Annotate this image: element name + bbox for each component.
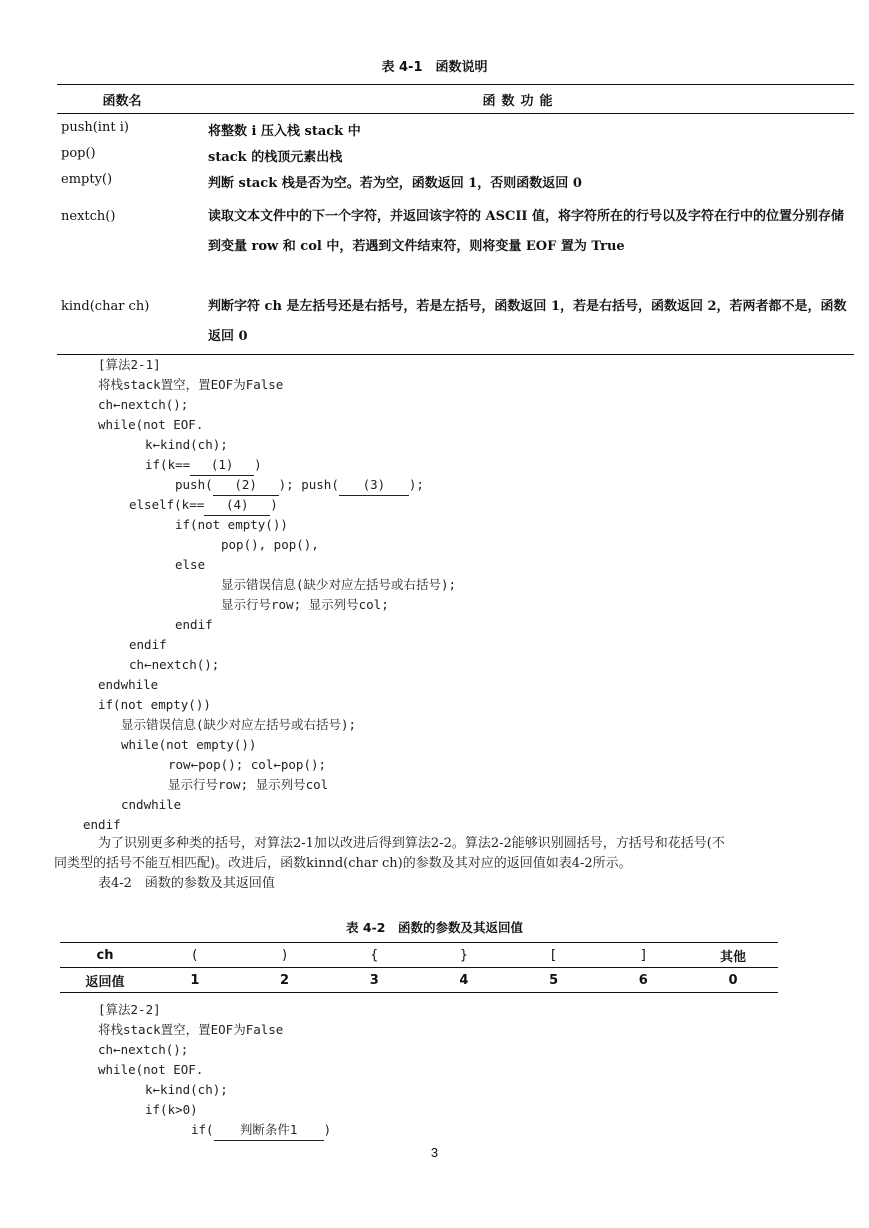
code-text: push(	[175, 477, 213, 492]
blank-condition-1: 判断条件1	[214, 1120, 324, 1141]
code-text: )	[323, 1122, 332, 1137]
code-line: ch←nextch();	[98, 1042, 189, 1057]
code-line: 将栈stack置空，置EOF为False	[98, 1022, 284, 1037]
table2-cell: }	[459, 947, 469, 963]
code-line	[129, 495, 278, 516]
paragraph-line: 同类型的括号不能互相匹配)。改进后，函数kinnd(char ch)的参数及其对应的返回值如表4-2所示。	[54, 856, 632, 871]
table2-cell: 5	[549, 972, 559, 988]
table2-cell: (	[192, 947, 198, 963]
code-line: 显示行号row; 显示列号col;	[221, 597, 389, 612]
code-line: endif	[83, 817, 121, 832]
page-number: 3	[430, 1145, 439, 1160]
code-text: )	[254, 457, 262, 472]
table2-cell: {	[370, 947, 379, 963]
table-row	[57, 202, 854, 292]
code-line: [算法2-1]	[98, 357, 161, 372]
function-name: push(int i)	[61, 120, 129, 135]
table1-title: 表 4-1 函数说明	[381, 60, 488, 75]
blank-3: (3)	[339, 475, 409, 496]
blank-2: (2)	[213, 475, 279, 496]
paragraph-line: 为了识别更多种类的括号，对算法2-1加以改进后得到算法2-2。算法2-2能够识别圆括号，方括号和花括号(不	[98, 836, 725, 851]
code-line: endwhile	[98, 677, 159, 692]
table2-cell: 2	[280, 972, 290, 988]
code-line: endif	[175, 617, 213, 632]
code-line: while(not EOF.	[98, 1062, 204, 1077]
code-line: 显示错误信息(缺少对应左括号或右括号);	[221, 577, 457, 592]
table1	[57, 84, 854, 355]
code-text: );	[408, 477, 424, 492]
table2-title: 表 4-2 函数的参数及其返回值	[346, 920, 523, 935]
table-row	[57, 120, 854, 146]
function-name: pop()	[61, 146, 96, 161]
function-name: kind(char ch)	[61, 299, 150, 314]
code-line	[175, 475, 424, 496]
code-line: k←kind(ch);	[145, 437, 228, 452]
function-name: nextch()	[61, 209, 116, 224]
code-text: )	[270, 497, 278, 512]
table2-row-head: 返回值	[85, 974, 125, 990]
code-line	[145, 455, 262, 476]
code-line: 将栈stack置空，置EOF为False	[98, 377, 284, 392]
code-line: while(not empty())	[121, 737, 257, 752]
code-text: if(k==	[145, 457, 191, 472]
code-line: ch←nextch();	[98, 397, 189, 412]
code-line: endif	[129, 637, 167, 652]
code-line: else	[175, 557, 206, 572]
blank-1: (1)	[190, 455, 254, 476]
table2-cell: 其他	[719, 949, 746, 965]
table-row	[57, 146, 854, 172]
table-row	[57, 172, 854, 202]
table2-cell: 6	[638, 972, 648, 988]
table2-cell: [	[551, 947, 557, 963]
code-line: ch←nextch();	[129, 657, 220, 672]
function-name: empty()	[61, 172, 113, 187]
code-line: if(not empty())	[175, 517, 288, 532]
code-line: 显示错误信息(缺少对应左括号或右括号);	[121, 717, 357, 732]
table1-header-function: 函数功能	[482, 93, 559, 109]
code-text: ); push(	[278, 477, 339, 492]
function-desc: 读取文本文件中的下一个字符，并返回该字符的 ASCII 值，将字符所在的行号以及字符在行中的位置分别存储到变量 row 和 col 中，若遇到文件结束符，则将变量 EOF 置为 True	[208, 209, 845, 254]
code-line: if(not empty())	[98, 697, 211, 712]
table1-header-name: 函数名	[102, 93, 142, 109]
code-line: while(not EOF.	[98, 417, 204, 432]
function-desc: stack 的栈顶元素出栈	[208, 150, 343, 165]
code-text: elself(k==	[129, 497, 205, 512]
blank-4: (4)	[204, 495, 270, 516]
code-line: [算法2-2]	[98, 1002, 161, 1017]
code-line: 显示行号row; 显示列号col	[168, 777, 329, 792]
table2	[60, 942, 778, 993]
table2-cell: 1	[190, 972, 200, 988]
table-row	[60, 943, 778, 968]
table2-cell: ]	[640, 947, 646, 963]
table1-header-row	[57, 85, 854, 114]
code-line: k←kind(ch);	[145, 1082, 228, 1097]
table-row	[60, 968, 778, 992]
table2-cell: )	[281, 947, 288, 963]
code-line: pop(), pop(),	[221, 537, 319, 552]
table-row	[57, 292, 854, 354]
function-desc: 判断字符 ch 是左括号还是右括号，若是左括号，函数返回 1，若是右括号，函数返回 2，若两者都不是，函数返回 0	[208, 299, 847, 344]
function-desc: 将整数 i 压入栈 stack 中	[208, 124, 361, 139]
code-line: if(k>0)	[145, 1102, 198, 1117]
code-text: if(	[191, 1122, 214, 1137]
paragraph-caption: 表4-2 函数的参数及其返回值	[98, 876, 275, 891]
table2-cell: 4	[459, 972, 469, 988]
code-line: row←pop(); col←pop();	[168, 757, 327, 772]
table2-cell: 0	[728, 972, 738, 988]
code-line	[191, 1120, 331, 1141]
table2-row-head: ch	[96, 947, 114, 963]
table2-cell: 3	[369, 972, 379, 988]
code-line: cndwhile	[121, 797, 182, 812]
function-desc: 判断 stack 栈是否为空。若为空，函数返回 1，否则函数返回 0	[208, 176, 582, 191]
